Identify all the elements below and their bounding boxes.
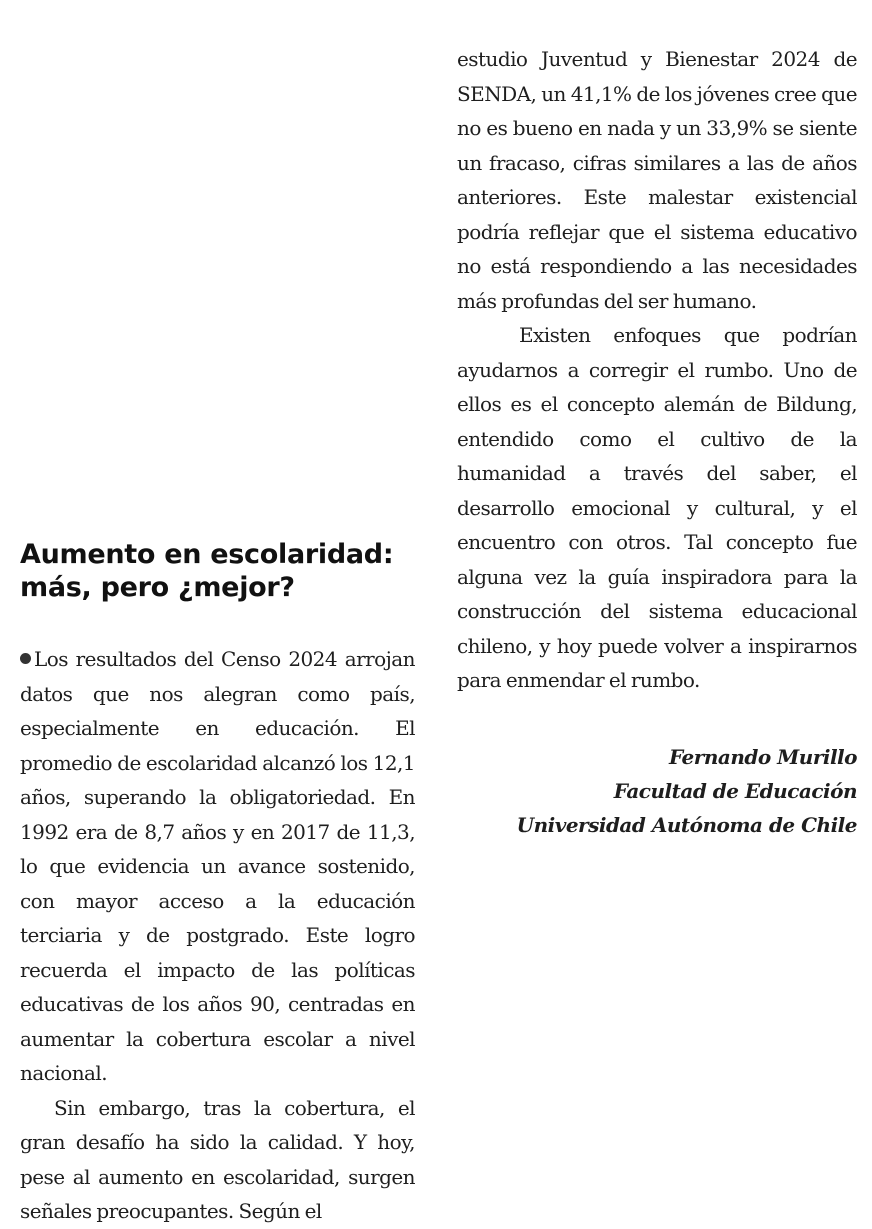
left-paragraph-1 [20, 642, 415, 1091]
left-paragraph-2-text: Sin embargo, tras la cobertura, el gran desafío ha sido la calidad. Y hoy, pese al aumento en escolaridad, surgen señales preocupantes. Según el [20, 1095, 415, 1223]
bullet-icon [20, 653, 31, 664]
headline-line-1: Aumento en escolaridad: [20, 539, 394, 570]
right-paragraph-1-text: estudio Juventud y Bienestar 2024 de SENDA, un 41,1% de los jóvenes cree que no es bueno en nada y un 33,9% se siente un fracaso, cifras similares a las de años anteriores. Este malestar existencial podría reflejar que el sistema educativo no está respondiendo a las necesidades más profundas del ser humano. [457, 47, 857, 313]
right-paragraph-1 [457, 42, 857, 318]
signature-block [457, 740, 857, 842]
left-paragraph-2 [20, 1091, 415, 1229]
left-column-body [20, 642, 415, 1229]
headline [20, 538, 430, 604]
right-paragraph-2 [457, 318, 857, 698]
author-department: Facultad de Educación [613, 779, 857, 803]
author-institution: Universidad Autónoma de Chile [516, 813, 857, 837]
headline-line-2: más, pero ¿mejor? [20, 572, 295, 603]
author-name: Fernando Murillo [668, 745, 857, 769]
left-paragraph-1-text: Los resultados del Censo 2024 arrojan datos que nos alegran como país, especialmente en educación. El promedio de escolaridad alcanzó los 12,1 años, superando la obligatoriedad. En 1992 era de 8,7 años y en 2017 de 11,3, lo que evidencia un avance sostenido, con mayor acceso a la educación terciaria y de postgrado. Este logro recuerda el impacto de las políticas educativas de los años 90, centradas en aumentar la cobertura escolar a nivel nacional. [20, 647, 415, 1085]
right-column-body [457, 42, 857, 698]
right-paragraph-2-text: Existen enfoques que podrían ayudarnos a corregir el rumbo. Uno de ellos es el concepto alemán de Bildung, entendido como el cultivo de la humanidad a través del saber, el desarrollo emocional y cultural, y el encuentro con otros. Tal concepto fue alguna vez la guía inspiradora para la construcción del sistema educacional chileno, y hoy puede volver a inspirarnos para enmendar el rumbo. [457, 323, 857, 692]
